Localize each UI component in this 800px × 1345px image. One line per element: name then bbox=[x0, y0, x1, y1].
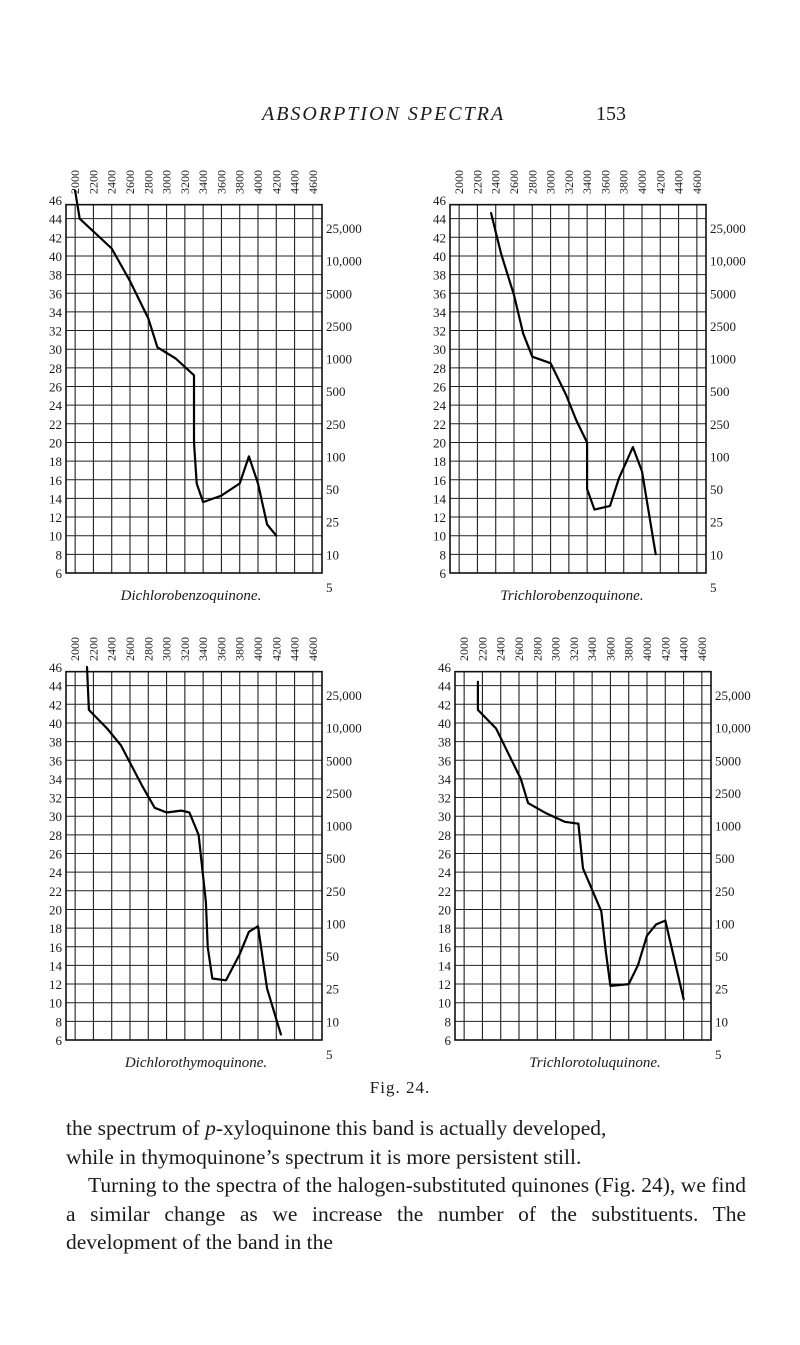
x-tick-label: 2800 bbox=[141, 637, 156, 661]
y-tick-label: 34 bbox=[438, 771, 451, 787]
y-tick-label: 10 bbox=[438, 995, 451, 1011]
right-tick-label: 25,000 bbox=[715, 687, 751, 703]
right-tick-label: 25,000 bbox=[710, 220, 746, 236]
text-run: the spectrum of bbox=[66, 1116, 206, 1140]
chart-caption: Trichlorobenzoquinone. bbox=[500, 588, 644, 604]
x-tick-label: 2200 bbox=[86, 637, 101, 661]
y-tick-label: 24 bbox=[438, 865, 451, 881]
y-tick-label: 26 bbox=[49, 379, 62, 395]
right-tick-label: 5000 bbox=[710, 286, 736, 302]
right-tick-label: 1000 bbox=[326, 351, 352, 367]
x-tick-label: 4400 bbox=[287, 637, 302, 661]
figure-label: Fig. 24. bbox=[369, 1078, 431, 1097]
x-tick-label: 4000 bbox=[251, 170, 265, 194]
y-tick-label: 32 bbox=[438, 790, 451, 806]
y-tick-label: 26 bbox=[438, 846, 451, 862]
y-tick-label: 12 bbox=[433, 510, 446, 526]
y-tick-label: 38 bbox=[49, 734, 62, 750]
x-tick-label: 4000 bbox=[640, 637, 654, 661]
x-tick-label: 3400 bbox=[196, 170, 211, 194]
y-tick-label: 20 bbox=[438, 902, 451, 918]
x-tick-label: 3200 bbox=[561, 170, 576, 194]
y-tick-label: 14 bbox=[49, 958, 62, 974]
y-tick-label: 30 bbox=[438, 809, 451, 825]
y-tick-label: 40 bbox=[433, 248, 446, 264]
x-tick-label: 2600 bbox=[123, 170, 137, 194]
y-tick-label: 24 bbox=[49, 865, 62, 881]
chart-svg bbox=[438, 637, 785, 1062]
y-tick-label: 14 bbox=[438, 958, 451, 974]
y-tick-label: 32 bbox=[49, 790, 62, 806]
y-tick-label: 12 bbox=[438, 977, 451, 993]
plot-frame bbox=[450, 205, 706, 573]
right-tick-label: 10,000 bbox=[710, 253, 746, 269]
right-tick-label: 5 bbox=[710, 579, 717, 595]
right-tick-label: 5000 bbox=[715, 753, 741, 769]
y-tick-label: 6 bbox=[439, 566, 446, 581]
right-tick-label: 50 bbox=[326, 482, 339, 498]
x-tick-label: 2400 bbox=[104, 170, 119, 194]
y-tick-label: 42 bbox=[438, 697, 451, 713]
x-tick-label: 3000 bbox=[548, 637, 563, 661]
right-tick-label: 25 bbox=[710, 514, 723, 530]
x-tick-label: 4600 bbox=[305, 170, 320, 194]
chart-svg bbox=[49, 170, 396, 595]
right-tick-label: 100 bbox=[710, 449, 730, 465]
right-tick-label: 25,000 bbox=[326, 220, 362, 236]
y-tick-label: 6 bbox=[55, 566, 62, 581]
y-tick-label: 32 bbox=[433, 323, 446, 339]
y-tick-label: 28 bbox=[433, 360, 446, 376]
x-tick-label: 3000 bbox=[159, 637, 174, 661]
right-tick-label: 500 bbox=[715, 851, 735, 867]
plot-area bbox=[49, 170, 362, 595]
x-tick-label: 4400 bbox=[671, 170, 686, 194]
y-tick-label: 24 bbox=[49, 398, 62, 414]
y-tick-label: 44 bbox=[49, 678, 62, 694]
y-tick-label: 46 bbox=[49, 660, 62, 675]
x-tick-label: 4400 bbox=[287, 170, 302, 194]
x-tick-label: 4200 bbox=[269, 637, 284, 661]
body-text bbox=[66, 1114, 746, 1257]
x-tick-label: 4200 bbox=[653, 170, 668, 194]
y-tick-label: 22 bbox=[438, 883, 451, 899]
right-tick-label: 250 bbox=[326, 416, 346, 432]
y-tick-label: 10 bbox=[49, 995, 62, 1011]
y-tick-label: 16 bbox=[49, 939, 62, 955]
y-tick-label: 24 bbox=[433, 398, 446, 414]
x-tick-label: 3800 bbox=[616, 170, 631, 194]
right-tick-label: 5000 bbox=[326, 753, 352, 769]
right-tick-label: 250 bbox=[710, 416, 730, 432]
x-tick-label: 2000 bbox=[452, 170, 467, 194]
y-tick-label: 18 bbox=[49, 454, 62, 470]
y-tick-label: 18 bbox=[438, 921, 451, 937]
y-tick-label: 8 bbox=[55, 547, 62, 563]
x-tick-label: 2400 bbox=[493, 637, 508, 661]
y-tick-label: 40 bbox=[49, 248, 62, 264]
y-tick-label: 14 bbox=[49, 491, 62, 507]
right-tick-label: 2500 bbox=[710, 318, 736, 334]
y-tick-label: 12 bbox=[49, 510, 62, 526]
y-tick-label: 16 bbox=[433, 472, 446, 488]
right-tick-label: 10 bbox=[326, 547, 339, 563]
y-tick-label: 44 bbox=[438, 678, 451, 694]
right-tick-label: 25,000 bbox=[326, 687, 362, 703]
y-tick-label: 20 bbox=[433, 435, 446, 451]
y-tick-label: 38 bbox=[433, 267, 446, 283]
x-tick-label: 4000 bbox=[251, 637, 265, 661]
x-tick-label: 2000 bbox=[457, 637, 472, 661]
right-tick-label: 2500 bbox=[715, 785, 741, 801]
chart-caption: Dichlorobenzoquinone. bbox=[120, 588, 262, 604]
y-tick-label: 22 bbox=[49, 416, 62, 432]
running-title: ABSORPTION SPECTRA bbox=[262, 103, 506, 125]
right-tick-label: 1000 bbox=[715, 818, 741, 834]
y-tick-label: 36 bbox=[433, 286, 446, 302]
y-tick-label: 32 bbox=[49, 323, 62, 339]
right-tick-label: 5000 bbox=[326, 286, 352, 302]
right-tick-label: 50 bbox=[715, 949, 728, 965]
x-tick-label: 2400 bbox=[488, 170, 503, 194]
right-tick-label: 500 bbox=[326, 851, 346, 867]
body-line: while in thymoquinone’s spectrum it is more persistent still. bbox=[66, 1144, 582, 1169]
right-tick-label: 5 bbox=[715, 1046, 722, 1062]
right-tick-label: 1000 bbox=[326, 818, 352, 834]
x-tick-label: 3400 bbox=[580, 170, 595, 194]
y-tick-label: 26 bbox=[433, 379, 446, 395]
right-tick-label: 250 bbox=[326, 883, 346, 899]
y-tick-label: 40 bbox=[49, 715, 62, 731]
x-tick-label: 2200 bbox=[86, 170, 101, 194]
right-tick-label: 500 bbox=[326, 384, 346, 400]
x-tick-label: 2000 bbox=[68, 170, 83, 194]
y-tick-label: 22 bbox=[433, 416, 446, 432]
x-tick-label: 2600 bbox=[512, 637, 526, 661]
right-tick-label: 10 bbox=[710, 547, 723, 563]
right-tick-label: 5 bbox=[326, 579, 333, 595]
y-tick-label: 44 bbox=[49, 211, 62, 227]
chart-svg bbox=[433, 170, 780, 595]
y-tick-label: 42 bbox=[49, 230, 62, 246]
page-number: 153 bbox=[596, 103, 626, 125]
y-tick-label: 36 bbox=[49, 753, 62, 769]
y-tick-label: 34 bbox=[433, 304, 446, 320]
x-tick-label: 3800 bbox=[621, 637, 636, 661]
body-line bbox=[66, 1114, 746, 1143]
y-tick-label: 46 bbox=[49, 193, 62, 208]
right-tick-label: 50 bbox=[710, 482, 723, 498]
y-tick-label: 6 bbox=[55, 1033, 62, 1048]
right-tick-label: 1000 bbox=[710, 351, 736, 367]
x-tick-label: 3200 bbox=[566, 637, 581, 661]
y-tick-label: 8 bbox=[439, 547, 446, 563]
text-run: -xyloquinone this band is actually developed, bbox=[215, 1116, 607, 1140]
x-tick-label: 2800 bbox=[525, 170, 540, 194]
plot-area bbox=[49, 637, 362, 1062]
y-tick-label: 46 bbox=[433, 193, 446, 208]
x-tick-label: 3200 bbox=[177, 637, 192, 661]
right-tick-label: 100 bbox=[715, 916, 735, 932]
right-tick-label: 10,000 bbox=[326, 253, 362, 269]
right-tick-label: 50 bbox=[326, 949, 339, 965]
y-tick-label: 18 bbox=[433, 454, 446, 470]
x-tick-label: 3600 bbox=[603, 637, 618, 661]
right-tick-label: 10 bbox=[326, 1014, 339, 1030]
x-tick-label: 3400 bbox=[585, 637, 600, 661]
x-tick-label: 3600 bbox=[214, 170, 229, 194]
y-tick-label: 30 bbox=[49, 809, 62, 825]
y-tick-label: 40 bbox=[438, 715, 451, 731]
y-tick-label: 16 bbox=[49, 472, 62, 488]
y-tick-label: 38 bbox=[49, 267, 62, 283]
y-tick-label: 10 bbox=[433, 528, 446, 544]
chart-caption: Trichlorotoluquinone. bbox=[529, 1055, 661, 1071]
absorption-curve bbox=[478, 682, 684, 999]
x-tick-label: 2400 bbox=[104, 637, 119, 661]
y-tick-label: 36 bbox=[49, 286, 62, 302]
x-tick-label: 3400 bbox=[196, 637, 211, 661]
right-tick-label: 100 bbox=[326, 449, 346, 465]
y-tick-label: 28 bbox=[438, 827, 451, 843]
x-tick-label: 4400 bbox=[676, 637, 691, 661]
right-tick-label: 25 bbox=[326, 981, 339, 997]
x-tick-label: 3800 bbox=[232, 170, 247, 194]
absorption-curve bbox=[87, 667, 281, 1034]
right-tick-label: 10,000 bbox=[326, 720, 362, 736]
plot-area bbox=[433, 170, 746, 595]
y-tick-label: 42 bbox=[49, 697, 62, 713]
body-paragraph: Turning to the spectra of the halogen-substituted quinones (Fig. 24), we find a similar change as we increase the number of the substituents. The development of the band in the bbox=[66, 1173, 746, 1255]
absorption-curve bbox=[75, 191, 276, 536]
y-tick-label: 30 bbox=[433, 342, 446, 358]
y-tick-label: 18 bbox=[49, 921, 62, 937]
y-tick-label: 8 bbox=[444, 1014, 451, 1030]
y-tick-label: 20 bbox=[49, 435, 62, 451]
y-tick-label: 34 bbox=[49, 771, 62, 787]
y-tick-label: 28 bbox=[49, 827, 62, 843]
x-tick-label: 2000 bbox=[68, 637, 83, 661]
x-tick-label: 3000 bbox=[159, 170, 174, 194]
x-tick-label: 3600 bbox=[598, 170, 613, 194]
x-tick-label: 4600 bbox=[305, 637, 320, 661]
x-tick-label: 4200 bbox=[658, 637, 673, 661]
y-tick-label: 14 bbox=[433, 491, 446, 507]
y-tick-label: 16 bbox=[438, 939, 451, 955]
y-tick-label: 36 bbox=[438, 753, 451, 769]
right-tick-label: 500 bbox=[710, 384, 730, 400]
x-tick-label: 4000 bbox=[635, 170, 649, 194]
absorption-curve bbox=[491, 213, 656, 554]
x-tick-label: 4200 bbox=[269, 170, 284, 194]
right-tick-label: 2500 bbox=[326, 785, 352, 801]
y-tick-label: 34 bbox=[49, 304, 62, 320]
plot-area bbox=[438, 637, 751, 1062]
right-tick-label: 5 bbox=[326, 1046, 333, 1062]
right-tick-label: 10 bbox=[715, 1014, 728, 1030]
right-tick-label: 2500 bbox=[326, 318, 352, 334]
x-tick-label: 3800 bbox=[232, 637, 247, 661]
x-tick-label: 2800 bbox=[141, 170, 156, 194]
x-tick-label: 3600 bbox=[214, 637, 229, 661]
right-tick-label: 25 bbox=[715, 981, 728, 997]
chart-caption: Dichlorothymoquinone. bbox=[124, 1055, 268, 1071]
y-tick-label: 8 bbox=[55, 1014, 62, 1030]
y-tick-label: 12 bbox=[49, 977, 62, 993]
y-tick-label: 10 bbox=[49, 528, 62, 544]
y-tick-label: 46 bbox=[438, 660, 451, 675]
x-tick-label: 2800 bbox=[530, 637, 545, 661]
right-tick-label: 250 bbox=[715, 883, 735, 899]
y-tick-label: 42 bbox=[433, 230, 446, 246]
text-run-italic: p bbox=[205, 1116, 216, 1140]
y-tick-label: 28 bbox=[49, 360, 62, 376]
page-header bbox=[0, 103, 800, 133]
right-tick-label: 100 bbox=[326, 916, 346, 932]
y-tick-label: 20 bbox=[49, 902, 62, 918]
right-tick-label: 10,000 bbox=[715, 720, 751, 736]
chart-svg bbox=[49, 637, 396, 1062]
x-tick-label: 2600 bbox=[507, 170, 521, 194]
x-tick-label: 2600 bbox=[123, 637, 137, 661]
y-tick-label: 30 bbox=[49, 342, 62, 358]
right-tick-label: 25 bbox=[326, 514, 339, 530]
x-tick-label: 2200 bbox=[470, 170, 485, 194]
y-tick-label: 22 bbox=[49, 883, 62, 899]
y-tick-label: 38 bbox=[438, 734, 451, 750]
x-tick-label: 2200 bbox=[475, 637, 490, 661]
x-tick-label: 4600 bbox=[694, 637, 709, 661]
x-tick-label: 4600 bbox=[689, 170, 704, 194]
x-tick-label: 3000 bbox=[543, 170, 558, 194]
y-tick-label: 44 bbox=[433, 211, 446, 227]
x-tick-label: 3200 bbox=[177, 170, 192, 194]
y-tick-label: 6 bbox=[444, 1033, 451, 1048]
y-tick-label: 26 bbox=[49, 846, 62, 862]
